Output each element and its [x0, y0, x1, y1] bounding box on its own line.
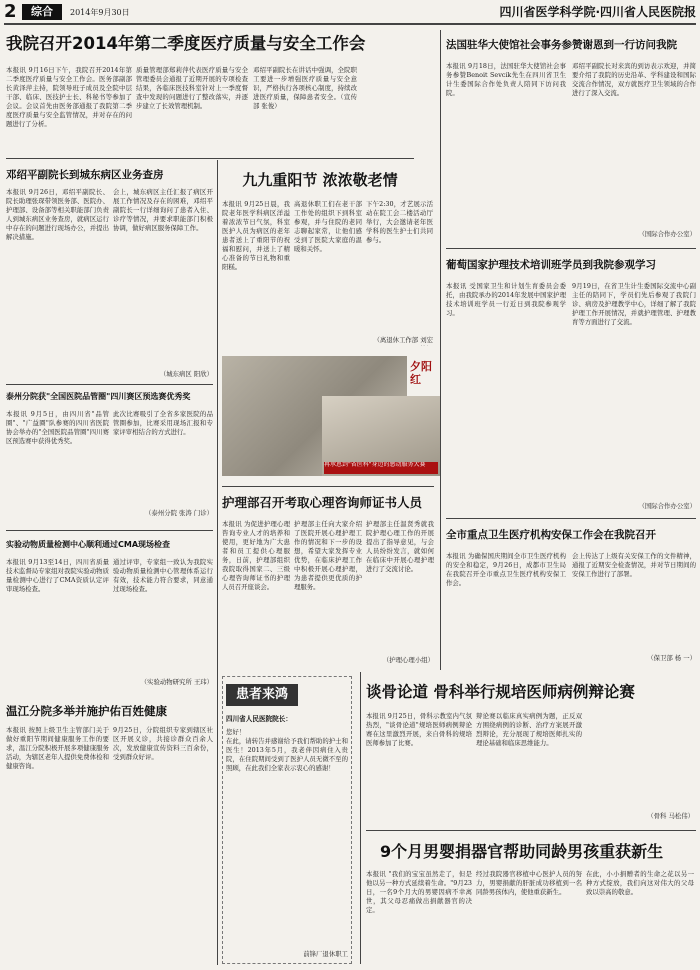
- article-debate-source: （骨科 马松伟）: [647, 812, 694, 820]
- article-donation-col3: 在此，小小捐赠者的生命之花以另一种方式绽放，我们向这对伟大的父母致以崇高的敬意。: [586, 870, 694, 896]
- article-quality-col3: 邓绍平副院长在讲话中强调，全院职工要进一步增强医疗质量与安全意识，严格执行各项核心制度，持续改进医疗质量，保障患者安全。（宣传部 张俊）: [253, 66, 357, 110]
- headline-quality-meeting: 我院召开2014年第二季度医疗质量与安全工作会: [6, 34, 366, 53]
- article-consul-col2: 邓绍平副院长对来宾的到访表示欢迎，并简要介绍了我院的历史沿革、学科建设和国际交流合作情况，双方就医疗卫生领域的合作进行了深入交流。: [572, 62, 696, 97]
- article-consul-source: （国际合作办公室）: [638, 230, 696, 238]
- divider: [366, 830, 696, 831]
- divider: [446, 248, 696, 249]
- article-festival-source: （离退休工作部 刘宏: [373, 336, 433, 344]
- article-festival-col2: 高退休职工们在老干部工作处的组织下到科室参观，并与住院的老同志聊起家常，让他们感受到了医院大家庭的温暖和关怀。: [294, 200, 362, 253]
- issue-date: 2014年9月30日: [70, 8, 130, 17]
- article-security-col1: 本报讯 为确保国庆期间全市卫生医疗机构的安全和稳定，9月26日，成都市卫生局在我院召开全市重点卫生医疗机构安保工作会。: [446, 552, 566, 587]
- headline-taizhou-award: 泰州分院获"全国医院品管圈"四川赛区预选赛优秀奖: [6, 392, 191, 401]
- article-taizhou-col2: 此次比赛吸引了全省多家医院的品管圈参加，比赛采用现场汇报和专家评审相结合的方式进行。: [113, 410, 213, 436]
- article-psych-col2: 护理部主任向大家介绍了医院开展心理护理工作的情况和下一步的设想，希望大家发挥专业优势，在临床护理工作中积极开展心理护理，为患者提供更优质的护理服务。: [294, 520, 362, 591]
- divider: [222, 486, 434, 487]
- article-wenjiang-col2: 9月25日，分院组织专家到辖区社区开展义诊，共接诊群众百余人次，发放健康宣传资料三百余份，受到群众好评。: [113, 726, 213, 761]
- paper-name: 四川省医学科学院·四川省人民医院报: [499, 5, 696, 19]
- article-nursing-col1: 本报讯 受国家卫生和计划生育委员会委托，由我院承办的2014年发展中国家护理技术培训班学员一行近日到我院参观学习。: [446, 282, 566, 317]
- letter-salutation: 四川省人民医院院长：: [226, 715, 292, 723]
- letter-signature: 前锋厂退休职工: [303, 950, 348, 958]
- article-festival-col1: 本报讯 9月25日晨，我院老年医学科病区洋溢着浓浓节日气氛，科室医护人员为病区的老年患者送上了重阳节的祝福和慰问，并送上了精心准备的节日礼物和重阳糕。: [222, 200, 290, 271]
- article-donation-col2: 经过我院器官移植中心医护人员的努力，男婴捐献的肝脏成功移植到一名同龄男孩体内，使他重获新生。: [476, 870, 582, 896]
- column-divider: [440, 30, 441, 670]
- article-psych-col1: 本报讯 为促进护理心理咨询专业人才的培养和使用，更好地为广大患者和员工提供心理服务，日前，护理部组织我院取得国家二、三级心理咨询师证书的护理人员召开座谈会。: [222, 520, 290, 591]
- article-deng-source: （城东病区 阳欣）: [159, 370, 213, 378]
- headline-debate: 谈骨论道 骨科举行规培医师病例辩论赛: [366, 683, 635, 701]
- article-festival-col3: 下午2:30，才艺展示活动在院工会二楼活动厅举行，大会邀请老年医学科的医生护士们共同参与。: [366, 200, 433, 244]
- article-deng-col2: 会上，城东病区主任汇报了病区开展工作情况及存在的困难，邓绍平副院长一行详细询问了患者入住、诊疗等情况，并要求职能部门积极协调，做好病区服务保障工作。: [113, 188, 213, 232]
- article-donation-col1: 本报讯 "我们的宝宝虽然走了，但是他以另一种方式延续着生命。"9月23日，一名9个月大的男婴因病不幸离世，其父母忍痛做出捐献器官的决定。: [366, 870, 472, 914]
- headline-deng-visit: 邓绍平副院长到城东病区业务查房: [6, 169, 164, 181]
- divider: [6, 384, 213, 385]
- article-taizhou-source: （泰州分院 张涛 门诊）: [145, 509, 213, 517]
- article-psych-source: （护理心理小组）: [382, 656, 434, 664]
- headline-wenjiang: 温江分院多举并施护佑百姓健康: [6, 704, 167, 718]
- headline-consul-visit: 法国驻华大使馆社会事务参赞谢恩到一行访问我院: [446, 39, 677, 51]
- page-number: 2: [4, 2, 17, 22]
- headline-cma: 实验动物质量检测中心顺利通过CMA现场检查: [6, 540, 171, 549]
- headline-nursing-training: 葡萄国家护理技术培训班学员到我院参观学习: [446, 259, 656, 271]
- article-deng-col1: 本报讯 9月26日，邓绍平副院长、院长助理张琛带领医务部、医院办、护理部、设备部等相关职能部门负责人到城东病区业务查房，就病区运行中存在的问题进行现场办公，并提出解决措施。: [6, 188, 109, 241]
- headline-donation: 9个月男婴捐器官帮助同龄男孩重获新生: [380, 842, 664, 861]
- letter-body: 您好！ 在此，请转告并感谢给予我们帮助的护士和医生！2013年5月，我老伴因病住入贵院，在住院期间受到了医护人员无微不至的照顾，在此我们全家表示衷心的感谢！: [226, 728, 348, 772]
- column-divider: [360, 672, 361, 964]
- article-consul-col1: 本报讯 9月18日，法国驻华大使馆社会事务参赞Benoit Sevcik先生在四川省卫生计生委国际合作处负责人陪同下访问我院。: [446, 62, 566, 97]
- article-nursing-source: （国际合作办公室）: [638, 502, 696, 510]
- column-title: 患者来鸿: [226, 684, 298, 706]
- article-debate-col2: 辩论赛以临床真实病例为题，正反双方围绕病例的诊断、治疗方案展开激烈辩论，充分展现了规培医师扎实的理论基础和临床思维能力。: [476, 712, 582, 747]
- article-wenjiang-col1: 本报讯 按照上级卫生主管部门关于做好重阳节期间健康服务工作的要求，温江分院积极开展多项健康服务活动，为辖区老年人提供免费体检和健康咨询。: [6, 726, 109, 770]
- headline-security-meeting: 全市重点卫生医疗机构安保工作会在我院召开: [446, 529, 656, 541]
- divider: [6, 530, 213, 531]
- photo-caption-title: 夕阳红: [410, 360, 432, 386]
- article-security-source: （保卫部 杨 一）: [647, 654, 696, 662]
- section-label: 综合: [22, 4, 62, 20]
- divider: [6, 158, 414, 159]
- column-divider: [217, 160, 218, 965]
- divider: [446, 518, 696, 519]
- article-nursing-col2: 9月19日，在省卫生计生委国际交流中心副主任的陪同下，学员们先后参观了我院门诊、病房及护理教学中心，详细了解了我院护理工作开展情况，并就护理管理、护理教育等方面进行了交流。: [572, 282, 696, 326]
- headline-psych-forum: 护理部召开考取心理咨询师证书人员: [222, 495, 423, 510]
- article-quality-col1: 本报讯 9月16日下午，我院召开2014年第二季度医疗质量与安全工作会。医务部副部长黄泽萍主持，院领导班子成员及全院中层干部、临床、医技护士长、科秘书等参加了会议。会议首先由医务部通报了我院第二季度医疗质量与安全监管情况，并对存在的问题进行了分析。: [6, 66, 132, 128]
- article-cma-col1: 本报讯 9月13至14日，四川省质量技术监督局专家组对我院实验动物质量检测中心进行了CMA资质认定评审现场检查。: [6, 558, 109, 593]
- article-cma-source: （实验动物研究所 王玮）: [140, 678, 213, 686]
- article-quality-col2: 质量管理部郑莉萍代表医疗质量与安全管理委员会通报了近期开展的专项检查结果，各临床医技科室针对上一季度督查中发现的问题进行了整改落实，并逐步建立了长效管理机制。: [136, 66, 248, 110]
- article-cma-col2: 通过评审，专家组一致认为我院实验动物质量检测中心管理体系运行有效，技术能力符合要求，同意通过现场检查。: [113, 558, 213, 593]
- article-psych-col3: 护理部主任温贤秀就我院护理心理工作的开展提出了指导意见，与会人员纷纷发言，就如何在临床中开展心理护理进行了交流讨论。: [366, 520, 434, 573]
- article-security-col2: 会上传达了上级有关安保工作的文件精神，通报了近期安全检查情况，并对节日期间的安保工作进行了部署。: [572, 552, 696, 578]
- photo-caption-service: 再承恩到"省医科"身边的感动服务大赛: [324, 462, 438, 474]
- masthead-rule: [4, 23, 696, 25]
- article-taizhou-col1: 本报讯 9月5日，由四川省"品管圈"、"广益圈"队参赛的四川省医院协会举办的"全国医院品管圈"四川赛区预选赛中获得优秀奖。: [6, 410, 109, 445]
- article-debate-col1: 本报讯 9月25日，骨科示教室内气氛热烈，"谈骨论道"规培医师病例辩论赛在这里激烈开展，来自骨科的规培医师参加了比赛。: [366, 712, 472, 747]
- headline-chongyang: 九九重阳节 浓浓敬老情: [242, 171, 398, 189]
